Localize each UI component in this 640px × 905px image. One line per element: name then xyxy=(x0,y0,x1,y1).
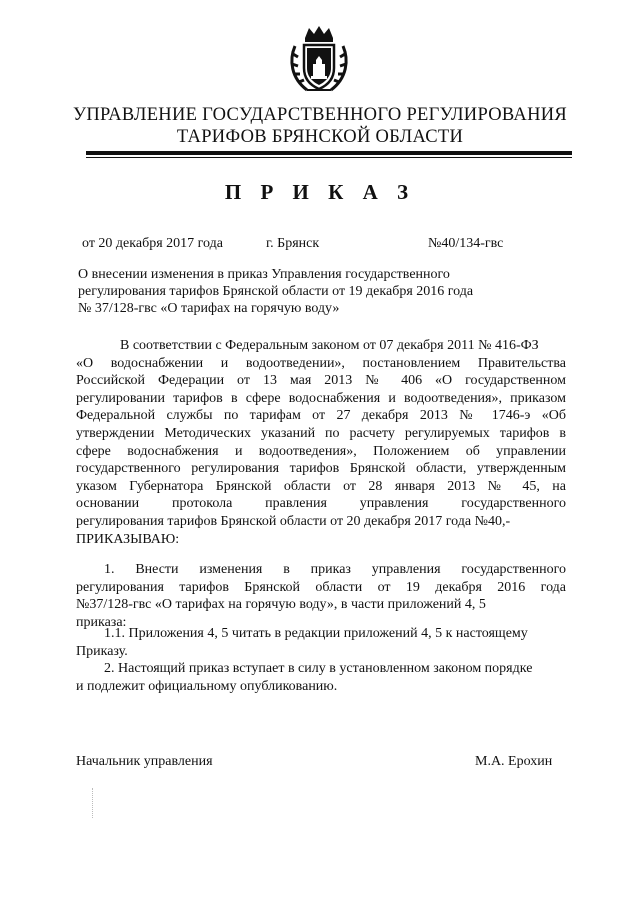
text-line: регулирования тарифов Брянской области от 19 декабря 2016 года xyxy=(76,579,566,595)
text-line: В соответствии с Федеральным законом от 07 декабря 2011 № 416-ФЗ xyxy=(120,338,539,353)
preamble-paragraph xyxy=(76,337,566,548)
text-line: и подлежит официальному опубликованию. xyxy=(76,678,338,694)
text-line: основании протокола правления управления государственного xyxy=(76,496,566,512)
scan-artifact xyxy=(92,788,94,818)
text-line: 1.1. Приложения 4, 5 читать в редакции приложений 4, 5 к настоящему xyxy=(104,626,528,641)
coat-of-arms-icon xyxy=(287,24,351,96)
text-line: 2. Настоящий приказ вступает в силу в установленном законом порядке xyxy=(104,661,533,676)
document-subject xyxy=(78,266,548,317)
text-line: государственного регулирования тарифов Брянской области, утвержденным xyxy=(76,461,566,477)
subject-line: О внесении изменения в приказ Управления государственного xyxy=(78,267,450,282)
org-name-line1: УПРАВЛЕНИЕ ГОСУДАРСТВЕННОГО РЕГУЛИРОВАНИЯ xyxy=(72,105,568,125)
text-line: сфере водоснабжения и водоотведения», Положением об управлении xyxy=(76,443,566,459)
text-line: регулировании тарифов в сфере водоснабжения и водоотведения», приказом xyxy=(76,390,566,406)
subject-line: регулирования тарифов Брянской области от 19 декабря 2016 года xyxy=(78,284,474,299)
document-number: №40/134-гвс xyxy=(428,236,504,251)
header-rule-thick xyxy=(86,151,572,155)
signatory-position: Начальник управления xyxy=(76,754,213,769)
text-line: указом Губернатора Брянской области от 28 января 2013 № 45, на xyxy=(76,478,566,494)
document-date: от 20 декабря 2017 года xyxy=(82,236,223,251)
signatory-name: М.А. Ерохин xyxy=(475,754,553,769)
item-1-1-paragraph xyxy=(76,625,566,660)
org-name-line2: ТАРИФОВ БРЯНСКОЙ ОБЛАСТИ xyxy=(176,127,464,147)
text-line: Приказу. xyxy=(76,643,128,659)
subject-line: № 37/128-гвс «О тарифах на горячую воду» xyxy=(78,301,340,316)
item-1-paragraph xyxy=(76,561,566,631)
document-city: г. Брянск xyxy=(266,236,320,251)
text-line: Российской Федерации от 13 мая 2013 № 406 «О государственном xyxy=(76,373,566,389)
text-line: Федеральной службы по тарифам от 27 декабря 2013 № 1746-э «Об xyxy=(76,408,566,424)
text-line: «О водоснабжении и водоотведении», постановлением Правительства xyxy=(76,355,566,371)
text-line: №37/128-гвс «О тарифах на горячую воду», в части приложений 4, 5 xyxy=(76,597,486,613)
item-2-paragraph xyxy=(76,660,566,695)
prikazyvayu-line: ПРИКАЗЫВАЮ: xyxy=(76,531,180,547)
text-line: регулирования тарифов Брянской области от 20 декабря 2017 года №40,- xyxy=(76,513,511,529)
text-line: 1. Внести изменения в приказ управления государственного xyxy=(104,562,566,577)
header-rule-thin xyxy=(86,157,572,158)
text-line: утверждении Методических указаний по расчету регулируемых тарифов в xyxy=(76,425,566,441)
document-title: П Р И К А З xyxy=(224,180,416,204)
text-line: приказа: xyxy=(76,614,127,630)
